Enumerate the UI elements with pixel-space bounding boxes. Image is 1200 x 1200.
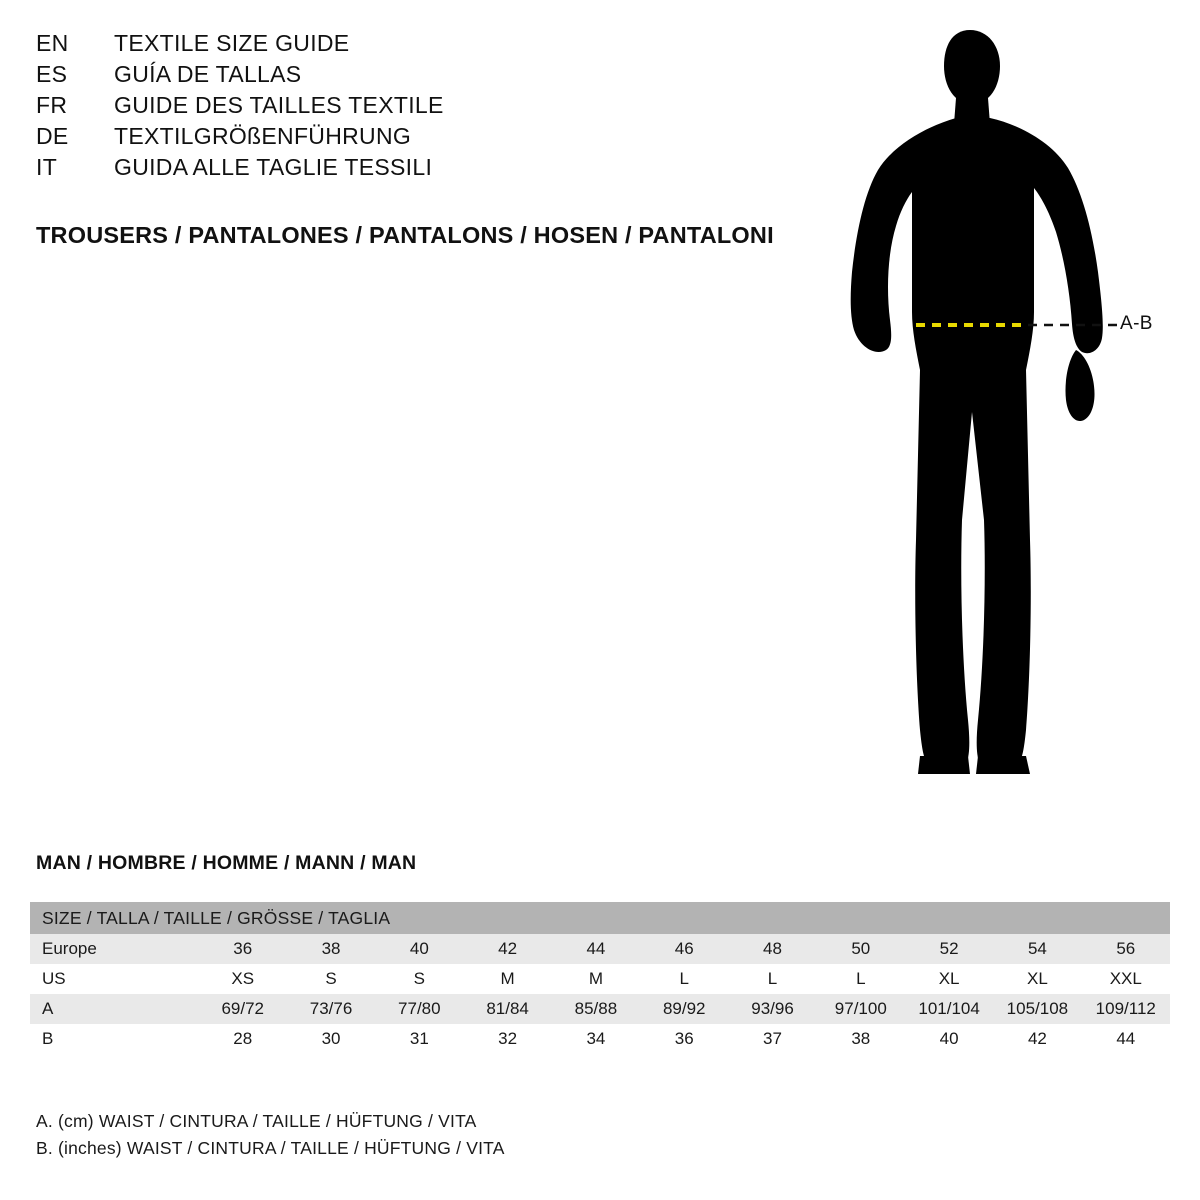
language-code: ES <box>36 61 68 87</box>
language-text: GUÍA DE TALLAS <box>114 61 302 87</box>
table-cell: XS <box>199 964 287 994</box>
gender-title: MAN / HOMBRE / HOMME / MANN / MAN <box>36 852 417 874</box>
language-code: IT <box>36 154 58 180</box>
table-cell: 52 <box>905 934 993 964</box>
table-cell: 40 <box>905 1024 993 1054</box>
table-header-row <box>30 902 1170 934</box>
table-cell: 44 <box>552 934 640 964</box>
footnote-b: B. (inches) WAIST / CINTURA / TAILLE / HÜFTUNG / VITA <box>36 1138 505 1158</box>
table-row <box>30 964 1170 994</box>
table-cell: M <box>552 964 640 994</box>
language-row-es <box>36 61 816 92</box>
table-row <box>30 934 1170 964</box>
language-row-de <box>36 123 816 154</box>
table-cell: 34 <box>552 1024 640 1054</box>
man-silhouette-icon <box>851 30 1103 774</box>
table-header-label: SIZE / TALLA / TAILLE / GRÖSSE / TAGLIA <box>30 902 1170 934</box>
table-cell: 37 <box>728 1024 816 1054</box>
table-cell: S <box>375 964 463 994</box>
table-cell: 31 <box>375 1024 463 1054</box>
row-label: US <box>30 964 199 994</box>
table-cell: 42 <box>993 1024 1081 1054</box>
table-cell: 36 <box>199 934 287 964</box>
table-cell: 32 <box>463 1024 551 1054</box>
table-cell: 109/112 <box>1082 994 1170 1024</box>
table-cell: 93/96 <box>728 994 816 1024</box>
table-cell: XL <box>993 964 1081 994</box>
language-row-it <box>36 154 816 185</box>
language-list <box>36 30 816 185</box>
table-cell: 42 <box>463 934 551 964</box>
table-cell: 54 <box>993 934 1081 964</box>
table-cell: 38 <box>287 934 375 964</box>
language-text: GUIDE DES TAILLES TEXTILE <box>114 92 444 118</box>
silhouette-figure <box>820 20 1200 810</box>
size-table <box>30 902 1170 1054</box>
table-cell: 46 <box>640 934 728 964</box>
table-cell: L <box>640 964 728 994</box>
table-cell: 30 <box>287 1024 375 1054</box>
footnotes <box>36 1108 505 1162</box>
table-cell: 50 <box>817 934 905 964</box>
table-cell: 97/100 <box>817 994 905 1024</box>
language-code: EN <box>36 30 69 56</box>
table-cell: L <box>728 964 816 994</box>
language-row-fr <box>36 92 816 123</box>
table-cell: M <box>463 964 551 994</box>
table-cell: 38 <box>817 1024 905 1054</box>
table-cell: 105/108 <box>993 994 1081 1024</box>
language-text: TEXTILE SIZE GUIDE <box>114 30 350 56</box>
table-row <box>30 994 1170 1024</box>
table-cell: L <box>817 964 905 994</box>
language-text: GUIDA ALLE TAGLIE TESSILI <box>114 154 433 180</box>
language-row-en <box>36 30 816 61</box>
table-cell: 28 <box>199 1024 287 1054</box>
table-cell: 56 <box>1082 934 1170 964</box>
table-cell: 48 <box>728 934 816 964</box>
language-text: TEXTILGRÖßENFÜHRUNG <box>114 123 412 149</box>
table-cell: 101/104 <box>905 994 993 1024</box>
table-cell: XXL <box>1082 964 1170 994</box>
table-cell: 73/76 <box>287 994 375 1024</box>
table-row <box>30 1024 1170 1054</box>
footnote-a: A. (cm) WAIST / CINTURA / TAILLE / HÜFTUNG / VITA <box>36 1111 477 1131</box>
table-cell: 85/88 <box>552 994 640 1024</box>
table-cell: S <box>287 964 375 994</box>
language-code: FR <box>36 92 68 118</box>
table-cell: 36 <box>640 1024 728 1054</box>
table-cell: 81/84 <box>463 994 551 1024</box>
row-label: B <box>30 1024 199 1054</box>
garment-title: TROUSERS / PANTALONES / PANTALONS / HOSEN / PANTALONI <box>36 222 774 248</box>
row-label: A <box>30 994 199 1024</box>
waist-measure-label: A-B <box>1120 313 1153 334</box>
table-cell: 40 <box>375 934 463 964</box>
table-cell: XL <box>905 964 993 994</box>
table-cell: 44 <box>1082 1024 1170 1054</box>
table-cell: 89/92 <box>640 994 728 1024</box>
table-cell: 77/80 <box>375 994 463 1024</box>
table-cell: 69/72 <box>199 994 287 1024</box>
row-label: Europe <box>30 934 199 964</box>
language-code: DE <box>36 123 69 149</box>
